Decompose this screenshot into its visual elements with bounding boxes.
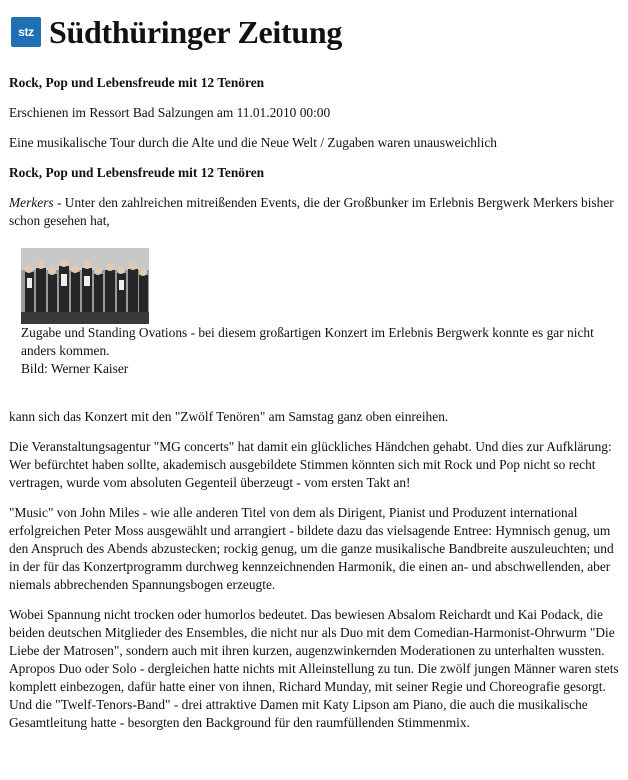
teaser: Eine musikalische Tour durch die Alte und die Neue Welt / Zugaben waren unausweichlich: [9, 135, 497, 150]
intro-text: - Unter den zahlreichen mitreißenden Events, die der Großbunker im Erlebnis Bergwerk Merkers bisher schon gesehen hat,: [9, 195, 614, 228]
newspaper-logo[interactable]: [11, 17, 41, 47]
paragraph-1: kann sich das Konzert mit den "Zwölf Tenören" am Samstag ganz oben einreihen.: [9, 409, 449, 424]
publish-info: Erschienen im Ressort Bad Salzungen am 11.01.2010 00:00: [9, 105, 331, 120]
masthead: [11, 12, 342, 52]
article: [9, 60, 621, 732]
paragraph-3: "Music" von John Miles - wie alle anderen Titel von dem als Dirigent, Pianist und Produzent international erfolgreichen Peter Moss ausgewählt und arrangiert - bildete dazu das vielsagende Entree: Hymnisch genug, um den Anspruch des Abends abzustecken; rockig genug, um die ganze musikalische Bandbreite auszuleuchten; und in der für das Konzertprogramm durchweg kennzeichnenden Harmonik, die einen an- und abschwellenden, aber niemals abbrechenden Spannungsbogen erzeugte.: [9, 505, 614, 592]
paragraph-2: Die Veranstaltungsagentur "MG concerts" hat damit ein glückliches Händchen gehabt. Und dies zur Aufklärung: Wer befürchtet haben sollte, akademisch ausgebildete Stimmen könnten sich mit Rock und Pop nicht so recht vertragen, wurde vom absoluten Gegenteil überzeugt - vom ersten Takt an!: [9, 439, 612, 490]
caption-text: Zugabe und Standing Ovations - bei diesem großartigen Konzert im Erlebnis Bergwerk konnte es gar nicht anders kommen.: [21, 325, 594, 358]
concert-photo-art: [21, 248, 149, 324]
logo-short: stz: [18, 25, 34, 39]
paragraph-4: Wobei Spannung nicht trocken oder humorlos bedeutet. Das bewiesen Absalom Reichardt und Kai Podack, die beiden deutschen Mitglieder des Ensembles, die nicht nur als Duo mit dem Comedian-Harmonist-Ohrwurm "Die Liebe der Matrosen", sondern auch mit ihren kurzen, augenzwinkernden Moderationen zu unterhalten wussten. Apropos Duo oder Solo - dergleichen hatte nichts mit Alleinstellung zu tun. Die zwölf jungen Männer waren stets komplett einbezogen, dafür hatte einer von ihnen, Richard Munday, mit seiner Regie und Choreografie gesorgt. Und die "Twelf-Tenors-Band" - drei attraktive Damen mit Katy Lipson am Piano, die auch die musikalische Gesamtleitung hatte - besorgten den Background für den raumfüllenden Stimmenmix.: [9, 607, 619, 730]
photo-figure: [21, 248, 621, 378]
caption-credit: Bild: Werner Kaiser: [21, 361, 129, 376]
newspaper-name: Südthüringer Zeitung: [49, 14, 343, 50]
article-headline: Rock, Pop und Lebensfreude mit 12 Tenören: [9, 165, 265, 180]
photo-caption: [21, 324, 621, 378]
article-title: Rock, Pop und Lebensfreude mit 12 Tenören: [9, 75, 265, 90]
dateline: Merkers: [9, 195, 54, 210]
concert-photo: [21, 248, 149, 324]
intro-paragraph: [9, 194, 621, 230]
